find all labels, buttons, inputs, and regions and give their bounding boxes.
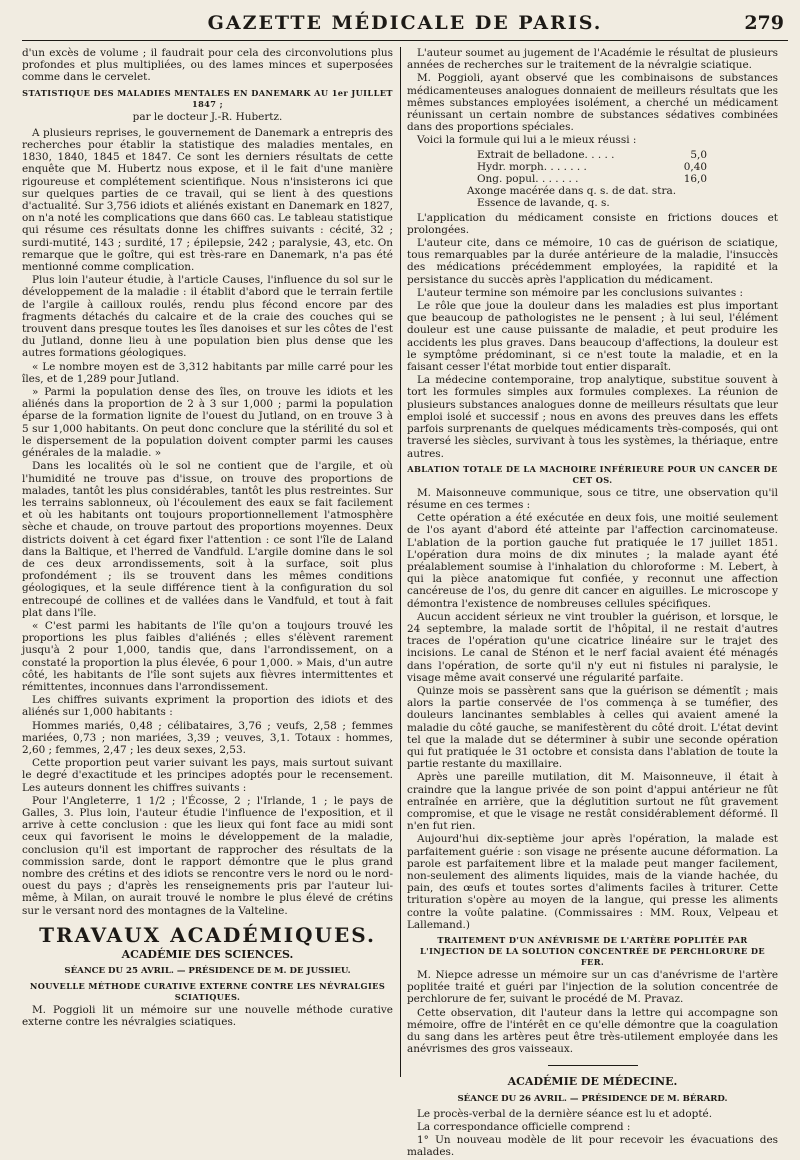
masthead [22,6,788,41]
travaux-heading: TRAVAUX ACADÉMIQUES. [39,922,376,947]
paragraph: Après une pareille mutilation, dit M. Maisonneuve, il était à craindre que la langue privée de son point d'appui antérieur ne fût entraînée en arrière, que la déglutition surtout ne fût gravement compromise, et que le visage ne restât considérablement déformé. Il n'en fut rien. [407,771,778,833]
paragraph: Quinze mois se passèrent sans que la guérison se démentît ; mais alors la partie conservée de l'os commença à se tuméfier, des douleurs lancinantes semblables à celles qui avaient amené la maladie du côté gauche, se manifestèrent du côté droit. L'état devint tel que la malade dut se déterminer à subir une seconde opération qui fut pratiquée le 31 octobre et consista dans l'ablation de toute la partie restante du maxillaire. [407,684,778,771]
left-column [22,47,393,1160]
paragraph: Dans les localités où le sol ne contient que de l'argile, et où l'humidité ne trouve pas d'issue, on trouve des proportions de malades, tantôt les plus considérables, tantôt les plus restreintes. Sur les terrains sablonneux, où l'écoulement des eaux se fait facilement et où les habitants ont toujours proportionnellement l'atmosphère sèche et chaude, on trouve partout des proportions moyennes. Deux districts doivent à cet égard fixer l'attention : ce sont l'île de Laland dans la Baltique, et l'herred de Vandfuld. L'argile domine dans le sol de ces deux arrondissements, soit à la surface, soit plus profondément ; ils se trouvent dans les mêmes conditions géologiques, et la seule différence tient à la configuration du sol entrecoupé de collines et de vallées dans le Vandfuld, et tout à fait plat dans l'île. [22,460,393,619]
methode-title: NOUVELLE MÉTHODE CURATIVE EXTERNE CONTRE LES NÉVRALGIES SCIATIQUES. [29,981,386,1003]
two-column-body [22,47,788,1160]
formula-ingredient: Ong. popul. . . . . . . [477,173,579,186]
paragraph: M. Poggioli lit un mémoire sur une nouvelle méthode curative externe contre les névralgies sciatiques. [22,1004,393,1029]
paragraph: Aujourd'hui dix-septième jour après l'opération, la malade est parfaitement guérie : son visage ne présente aucune déformation. La parole est parfaitement libre et la malade peut manger facilement, non-seulement des aliments liquides, mais de la viande hachée, du pain, des œufs et toutes sortes d'aliments faciles à triturer. Cette trituration s'opère au moyen de la langue, qui presse les aliments contre la voûte palatine. (Commissaires : MM. Roux, Velpeau et Lallemand.) [407,833,778,931]
stat-section-title: STATISTIQUE DES MALADIES MENTALES EN DANEMARK AU 1er JUILLET 1847 ; [22,87,393,109]
paragraph: Le rôle que joue la douleur dans les maladies est plus important que beaucoup de pathologistes ne le pensent ; à lui seul, l'élément douleur est une cause puissante de maladie, et peut produire les accidents les plus graves. Dans beaucoup d'affections, la douleur est le symptôme prédominant, si ce n'est toute la maladie, et en la faisant cesser l'état morbide tout entier disparaît. [407,300,778,374]
seance-sciences: SÉANCE DU 25 AVRIL. — PRÉSIDENCE DE M. DE JUSSIEU. [64,966,351,977]
formula-ingredient: Hydr. morph. . . . . . . [477,160,587,173]
paragraph: Cette opération a été exécutée en deux fois, une moitié seulement de l'os ayant d'abord été atteinte par l'affection carcinomateuse. L'ablation de la portion gauche fut pratiquée le 17 juillet 1851. L'opération dura moins de dix minutes ; la malade ayant été préalablement soumise à l'inhalation du chloroforme : M. Lebert, à qui la pièce anatomique fut confiée, y reconnut une affection cancéreuse de l'os, du genre dit cancer en aiguilles. Le microscope y démontra l'existence de nombreuses cellules spécifiques. [407,512,778,610]
paragraph: Cette proportion peut varier suivant les pays, mais surtout suivant le degré d'exactitude et les principes adoptés pour le recensement. Les auteurs donnent les chiffres suivants : [22,757,393,794]
academy-sciences-heading: ACADÉMIE DES SCIENCES. [121,947,294,961]
paragraph: Plus loin l'auteur étudie, à l'article Causes, l'influence du sol sur le développement de la maladie : il établit d'abord que le terrain fertile de l'argile à cailloux roulés, rendu plus fécond encore par des fragments détachés du calcaire et de la craie des couches qui se trouvent dans presque toutes les îles danoises et sur les côtes de l'est du Jutland, donne lieu à une population bien plus dense que les autres formations géologiques. [22,274,393,360]
formula-extra: Essence de lavande, q. s. [477,197,610,210]
ablation-title: ABLATION TOTALE DE LA MACHOIRE INFÉRIEURE POUR UN CANCER DE CET OS. [407,463,778,485]
paragraph: Hommes mariés, 0,48 ; célibataires, 3,76 ; veufs, 2,58 ; femmes mariées, 0,73 ; non mariées, 3,39 ; veuves, 3,1. Totaux : hommes, 2,60 ; femmes, 2,47 ; les deux sexes, 2,53. [22,719,393,756]
paragraph: Aucun accident sérieux ne vint troubler la guérison, et lorsque, le 24 septembre, la malade sortit de l'hôpital, il ne restait d'autres traces de l'opération qu'une cicatrice linéaire sur le trajet des incisions. Le canal de Sténon et le nerf facial avaient été ménagés dans l'opération, de sorte qu'il n'y eut ni fistules ni paralysie, le visage même avait conservé une régularité parfaite. [407,610,778,684]
paragraph: » Parmi la population dense des îles, on trouve les idiots et les aliénés dans la proportion de 2 à 3 sur 1,000 ; parmi la population éparse de la formation lignite de l'ouest du Jutland, on en trouve 3 à 5 sur 1,000 habitants. On peut donc conclure que la stérilité du sol et le dispersement de la population doivent compter parmi les causes générales de la maladie. » [22,386,393,460]
journal-title: GAZETTE MÉDICALE DE PARIS. [207,12,603,34]
paragraph: M. Maisonneuve communique, sous ce titre, une observation qu'il résume en ces termes : [407,486,778,511]
paragraph: M. Niepce adresse un mémoire sur un cas d'anévrisme de l'artère poplitée traité et guéri par l'injection de la solution concentrée de perchlorure de fer, suivant le procédé de M. Pravaz. [407,969,778,1006]
formula-quantity: 5,0 [690,148,707,161]
formula-quantity: 16,0 [683,173,707,186]
paragraph: La médecine contemporaine, trop analytique, substitue souvent à tort les formules simples aux formules complexes. La réunion de plusieurs substances analogues donne de meilleurs résultats que leur emploi isolé et successif ; nous en avons des preuves dans les effets parfois surprenants de quelques médicaments très-composés, qui ont traversé les siècles, survivant à tous les systèmes, la thériaque, entre autres. [407,374,778,460]
paragraph: L'auteur cite, dans ce mémoire, 10 cas de guérison de sciatique, tous remarquables par la durée antérieure de la maladie, l'insuccès des médications précédemment employées, la rapidité et la persistance du succès après l'application du médicament. [407,237,778,286]
paragraph: « C'est parmi les habitants de l'île qu'on a toujours trouvé les proportions les plus faibles d'aliénés ; elles s'élèvent rarement jusqu'à 2 pour 1,000, tandis que, dans l'arrondissement, on a constaté la proportion la plus élevée, 6 pour 1,000. » Mais, d'un autre côté, les habitants de l'île sont sujets aux fièvres intermittentes et rémittentes, inconnues dans l'arrondissement. [22,619,393,693]
formula-row [477,149,707,161]
paragraph: Le procès-verbal de la dernière séance est lu et adopté. [417,1107,713,1120]
formula-row [477,161,707,173]
page-number: 279 [744,12,784,34]
right-column [407,47,778,1160]
paragraph: Voici la formule qui lui a le mieux réussi : [417,134,637,147]
paragraph: Les chiffres suivants expriment la proportion des idiots et des aliénés sur 1,000 habitants : [22,694,393,719]
formula-row [477,173,707,185]
section-rule [548,1065,638,1066]
formula-block [467,148,778,210]
paragraph: 1° Un nouveau modèle de lit pour recevoir les évacuations des malades. [407,1134,778,1159]
paragraph: L'application du médicament consiste en frictions douces et prolongées. [407,211,778,236]
intro-paragraph: d'un excès de volume ; il faudrait pour cela des circonvolutions plus profondes et plus multipliées, ou des lames minces et superposées comme dans le cervelet. [22,47,393,84]
paragraph: A plusieurs reprises, le gouvernement de Danemark a entrepris des recherches pour établir la statistique des maladies mentales, en 1830, 1840, 1845 et 1847. Ce sont les derniers résultats de cette enquête que M. Hubertz nous expose, et il le fait d'une manière rigoureuse et complétement scientifique. Nous n'insisterons ici que sur quelques parties de ce travail, qui se lient à des questions d'actualité. Sur 3,756 idiots et aliénés existant en Danemark en 1827, on n'a noté les complications que dans 660 cas. Le tableau statistique qui résume ces résultats donne les chiffres suivants : cécité, 32 ; surdi-mutité, 143 ; surdité, 17 ; épilepsie, 242 ; paralysie, 43, etc. On remarque que le goître, qui est très-rare en Danemark, n'a pas été mentionné comme complication. [22,126,393,274]
paragraph: L'auteur termine son mémoire par les conclusions suivantes : [417,286,744,299]
column-divider [400,47,401,1077]
paragraph: « Le nombre moyen est de 3,312 habitants par mille carré pour les îles, et de 1,289 pour Jutland. [22,360,393,385]
formula-ingredient: Extrait de belladone. . . . . [477,148,615,161]
academy-medecine-heading: ACADÉMIE DE MÉDECINE. [507,1075,678,1089]
formula-extra: Axonge macérée dans q. s. de dat. stra. [467,185,677,198]
stat-byline: par le docteur J.-R. Hubertz. [132,110,283,123]
seance-medecine: SÉANCE DU 26 AVRIL. — PRÉSIDENCE DE M. BÉRARD. [457,1093,728,1104]
formula-quantity: 0,40 [683,160,707,173]
paragraph: La correspondance officielle comprend : [417,1121,631,1134]
paragraph: Pour l'Angleterre, 1 1/2 ; l'Écosse, 2 ; l'Irlande, 1 ; le pays de Galles, 3. Plus loin, l'auteur étudie l'influence de l'exposition, et il arrive à cette conclusion : que les lieux qui font face au midi sont ceux qui favorisent le moins le développement de la maladie, conclusion qu'il est important de rapprocher des résultats de la commission sarde, dont le rapport démontre que le plus grand nombre des crétins et des idiots se rencontre vers le nord ou le nord-ouest du pays ; d'après les renseignements pris par l'auteur lui-même, à Milan, on aurait trouvé le nombre le plus élevé de crétins sur le versant nord des montagnes de la Valteline. [22,794,393,917]
paragraph: L'auteur soumet au jugement de l'Académie le résultat de plusieurs années de recherches sur le traitement de la névralgie sciatique. [407,47,778,72]
paragraph: Cette observation, dit l'auteur dans la lettre qui accompagne son mémoire, offre de l'intérêt en ce qu'elle démontre que la coagulation du sang dans les artères peut être très-utilement employée dans les anévrismes des gros vaisseaux. [407,1006,778,1056]
paragraph: M. Poggioli, ayant observé que les combinaisons de substances médicamenteuses analogues donnaient de meilleurs résultats que les mêmes substances employées isolément, a cherché un médicament réunissant un certain nombre de substances sédatives combinées dans des proportions spéciales. [407,72,778,134]
anevrisme-title: TRAITEMENT D'UN ANÉVRISME DE L'ARTÈRE POPLITÉE PAR L'INJECTION DE LA SOLUTION CONCENTRÉE DE PERCHLORURE DE FER. [420,935,765,968]
